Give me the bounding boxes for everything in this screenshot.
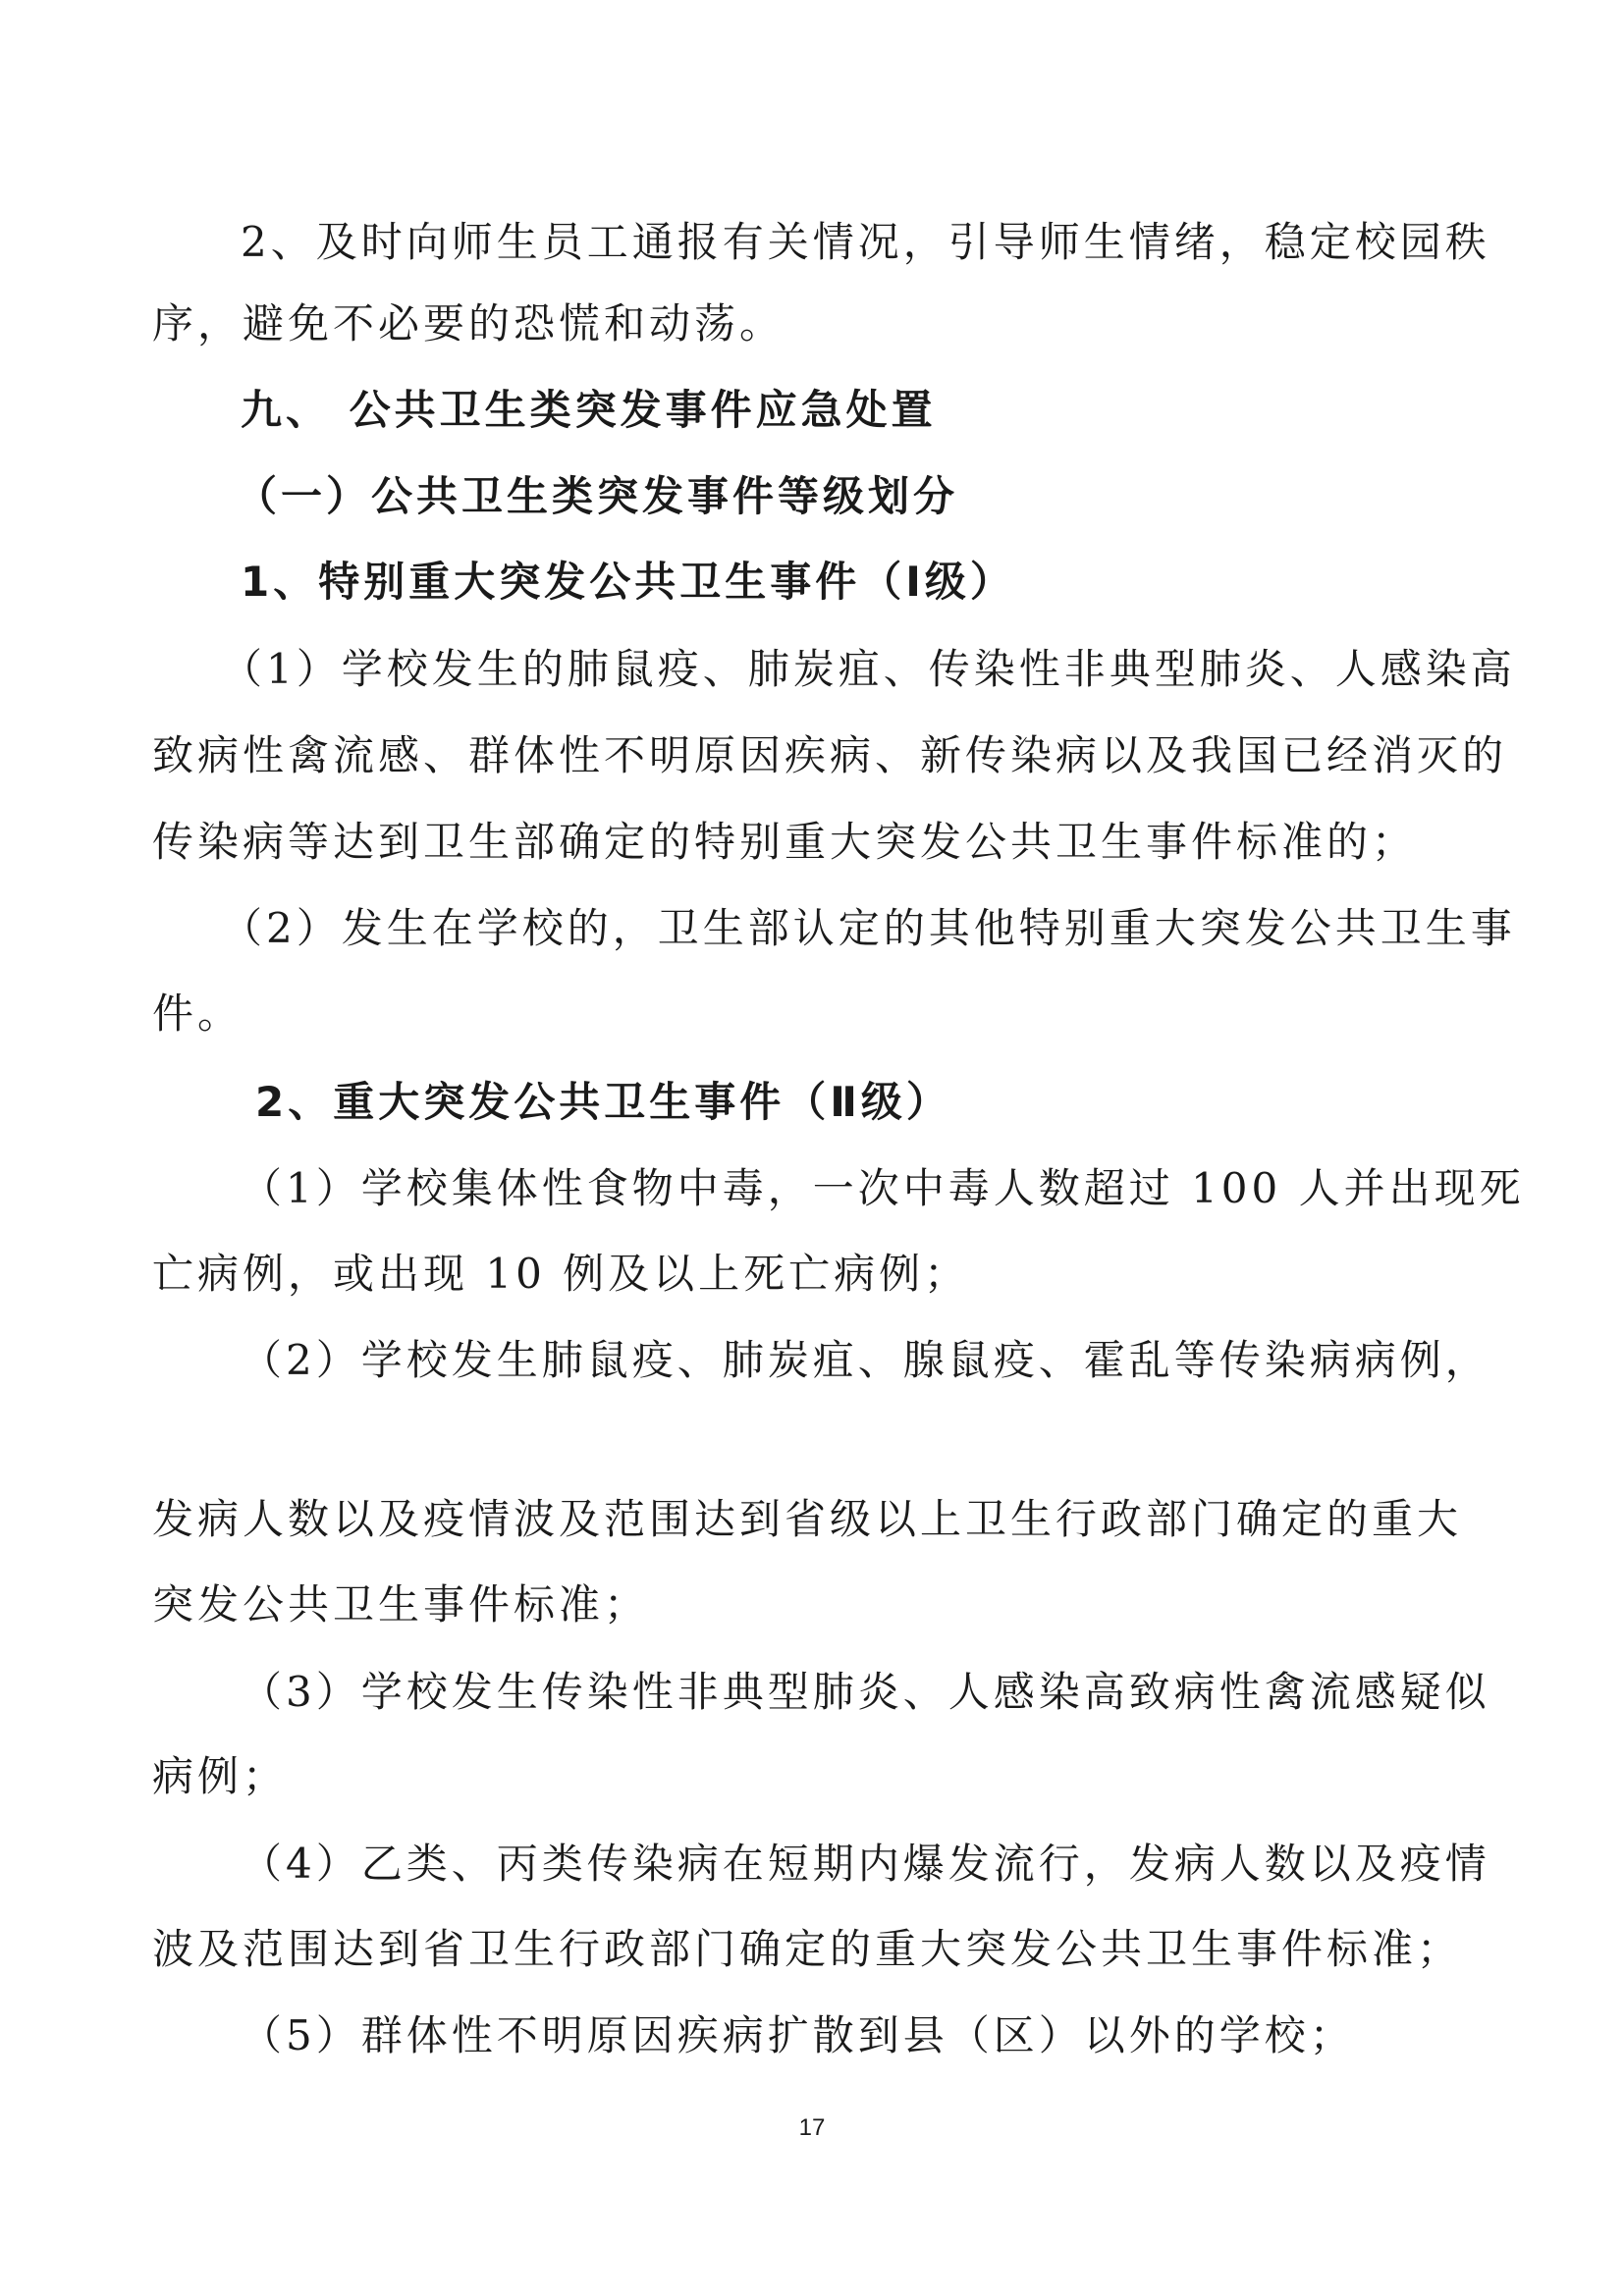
level-heading: 2、重大突发公共卫生事件（Ⅱ级）: [255, 1078, 951, 1126]
paragraph-line: （4）乙类、丙类传染病在短期内爆发流行，发病人数以及疫情: [241, 1840, 1490, 1888]
paragraph-line: 序，避免不必要的恐慌和动荡。: [152, 299, 785, 347]
level-heading: 1、特别重大突发公共卫生事件（Ⅰ级）: [241, 558, 1015, 606]
paragraph-line: 波及范围达到省卫生行政部门确定的重大突发公共卫生事件标准；: [152, 1925, 1463, 1973]
paragraph-line: （2）发生在学校的，卫生部认定的其他特别重大突发公共卫生事: [221, 904, 1516, 952]
section-heading: 九、 公共卫生类突发事件应急处置: [241, 386, 937, 434]
paragraph-line: （5）群体性不明原因疾病扩散到县（区）以外的学校；: [241, 2011, 1355, 2059]
paragraph-line: （1）学校发生的肺鼠疫、肺炭疽、传染性非典型肺炎、人感染高: [221, 645, 1516, 693]
paragraph-line: 病例；: [152, 1752, 289, 1800]
paragraph-line: 致病性禽流感、群体性不明原因疾病、新传染病以及我国已经消灭的: [152, 731, 1508, 779]
paragraph-line: （3）学校发生传染性非典型肺炎、人感染高致病性禽流感疑似: [241, 1668, 1490, 1716]
paragraph-line: 发病人数以及疫情波及范围达到省级以上卫生行政部门确定的重大: [152, 1495, 1463, 1543]
paragraph-line: 2、及时向师生员工通报有关情况，引导师生情绪，稳定校园秩: [241, 218, 1490, 266]
page-number: 17: [798, 2114, 826, 2141]
paragraph-line: 亡病例，或出现 10 例及以上死亡病例；: [152, 1250, 970, 1298]
paragraph-line: 件。: [152, 989, 244, 1038]
paragraph-line: 突发公共卫生事件标准；: [152, 1580, 650, 1629]
subsection-heading: （一）公共卫生类突发事件等级划分: [236, 472, 959, 520]
paragraph-line: 传染病等达到卫生部确定的特别重大突发公共卫生事件标准的；: [152, 818, 1418, 866]
paragraph-line: （1）学校集体性食物中毒，一次中毒人数超过 100 人并出现死: [241, 1164, 1525, 1212]
paragraph-line: （2）学校发生肺鼠疫、肺炭疽、腺鼠疫、霍乱等传染病病例，: [241, 1336, 1490, 1384]
